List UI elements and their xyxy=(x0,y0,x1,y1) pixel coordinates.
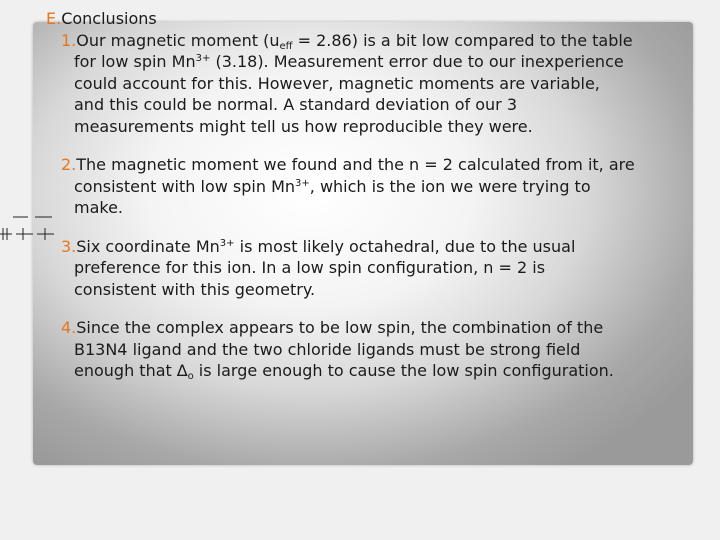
section-heading xyxy=(46,8,716,30)
heading-title: Conclusions xyxy=(61,9,157,28)
slide-text xyxy=(46,8,716,382)
heading-marker: E. xyxy=(46,9,62,28)
conclusion-item-1: 1.Our magnetic moment $(u_{eff} = 2.86)$ is a bit low compared to the table for low spin $Mn^{3+}$ (3.18). Measurement error due to our inexperience could account for this. However, magnetic moments are variable, and this could be normal. A standard deviation of our 3 measurements might tell us how reproducible they were. xyxy=(61,30,633,136)
conclusion-item-2: 2.The magnetic moment we found and the n = 2 calculated from it, are consistent with low spin $Mn^{3+}$, which is the ion we were trying to make. xyxy=(61,155,635,217)
t2g-orbital-2 xyxy=(16,228,33,240)
t2g-orbital-1 xyxy=(0,228,12,240)
conclusion-item-4: 4.Since the complex appears to be low spin, the combination of the B13N4 ligand and the two chloride ligands must be strong field enough that $\Delta_o$ is large enough to cause the low spin configuration. xyxy=(61,318,614,382)
item-marker: 4. xyxy=(61,318,77,337)
item-marker: 3. xyxy=(61,236,77,256)
item-marker: 1. xyxy=(61,30,77,50)
delta-symbol: ∆ xyxy=(176,361,188,380)
conclusion-item-3: 3.Six coordinate $Mn^{3+}$ is most likely octahedral, due to the usual preference for this ion. In a low spin configuration, n = 2 is consistent with this geometry. xyxy=(61,236,576,299)
item-marker: 2. xyxy=(61,155,77,174)
